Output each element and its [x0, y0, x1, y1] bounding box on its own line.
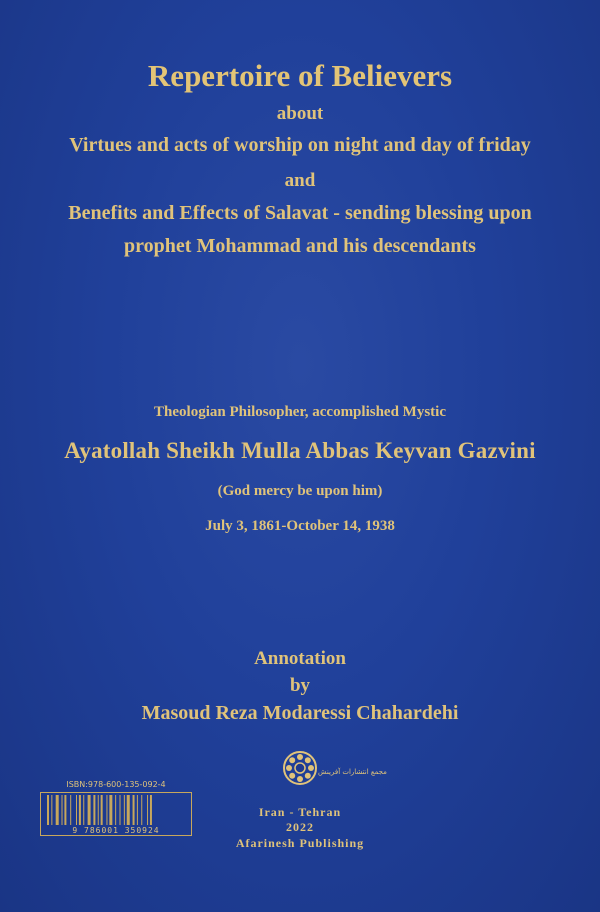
annotator-name: Masoud Reza Modaressi Chahardehi	[141, 702, 459, 724]
author-dates: July 3, 1861-October 14, 1938	[205, 518, 395, 534]
subtitle-line-2: Benefits and Effects of Salavat - sending blessing upon	[68, 202, 532, 224]
subtitle-line-1: Virtues and acts of worship on night and day of friday	[69, 134, 531, 156]
barcode-bar	[137, 795, 138, 825]
isbn-barcode-block	[40, 780, 192, 846]
barcode-bar	[124, 795, 125, 825]
author-role: Theologian Philosopher, accomplished Mystic	[154, 404, 446, 420]
publisher-name: Afarinesh Publishing	[235, 836, 365, 850]
barcode-bar	[79, 795, 81, 825]
barcode-bar	[98, 795, 99, 825]
barcode-bar	[147, 795, 148, 825]
barcode-bar	[88, 795, 91, 825]
publisher-location: Iran - Tehran	[258, 805, 342, 819]
barcode-digits: 9 786001 350924	[72, 826, 160, 835]
barcode-bar	[133, 795, 135, 825]
publisher-logo-icon	[282, 750, 318, 786]
publisher-logo-caption: مجمع انتشارات آفرینش	[318, 768, 387, 776]
author-name: Ayatollah Sheikh Mulla Abbas Keyvan Gazvini	[64, 438, 536, 463]
subtitle-line-3: prophet Mohammad and his descendants	[124, 235, 476, 257]
barcode-bar	[101, 795, 103, 825]
barcode-bar	[93, 795, 95, 825]
barcode-bar	[106, 795, 107, 825]
and-label: and	[284, 170, 316, 191]
barcode-bar	[127, 795, 130, 825]
barcode-bar	[115, 795, 116, 825]
annotation-label: Annotation	[254, 648, 346, 669]
barcode-bar	[109, 795, 112, 825]
barcode-bar	[76, 795, 77, 825]
barcode-bar	[51, 795, 52, 825]
barcode-bar	[64, 795, 66, 825]
isbn-label: ISBN:978-600-135-092-4	[66, 780, 166, 789]
barcode-bar	[56, 795, 59, 825]
publication-year: 2022	[286, 820, 314, 834]
barcode-bar	[120, 795, 121, 825]
barcode-bar	[70, 795, 71, 825]
barcode-bar	[83, 795, 84, 825]
barcode-bar	[150, 795, 152, 825]
barcode-bar	[62, 795, 63, 825]
author-blessing: (God mercy be upon him)	[217, 483, 383, 499]
by-label: by	[289, 675, 311, 696]
barcode-bar	[47, 795, 49, 825]
about-label: about	[276, 103, 324, 124]
book-title: Repertoire of Believers	[147, 58, 453, 93]
barcode-bar	[141, 795, 142, 825]
